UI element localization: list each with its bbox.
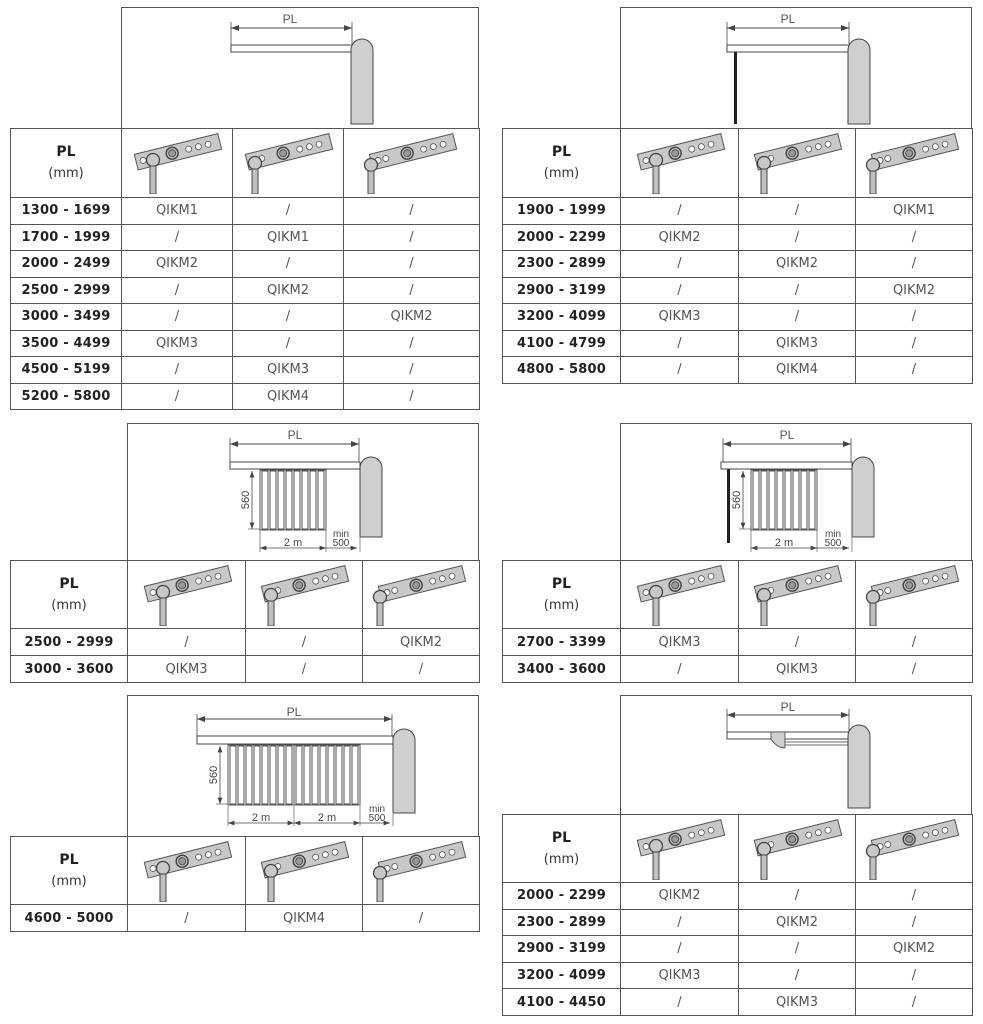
table-row: 4800 - 5800 / QIKM4 /	[503, 357, 973, 384]
header-row	[503, 129, 973, 198]
pl-header: PL (mm)	[11, 837, 128, 905]
bracket-position-1-icon	[122, 129, 233, 198]
svg-text:500: 500	[824, 538, 842, 549]
svg-text:min: min	[332, 529, 350, 540]
table-row: 3200 - 4099 QIKM3 / /	[503, 962, 973, 989]
bracket-position-3-icon	[344, 129, 480, 198]
bracket-position-3-icon	[363, 561, 480, 629]
header-row	[11, 561, 480, 629]
bracket-position-2-icon	[739, 815, 856, 883]
bracket-position-1-icon	[621, 815, 739, 883]
table-row: 3200 - 4099 QIKM3 / /	[503, 304, 973, 331]
table-row: 1900 - 1999 / / QIKM1	[503, 198, 973, 225]
compatibility-table-boom-basic	[10, 128, 480, 410]
table-row: 4100 - 4799 / QIKM3 /	[503, 330, 973, 357]
bracket-position-2-icon	[739, 561, 856, 629]
table-row: 2000 - 2499 QIKM2 / /	[11, 251, 480, 278]
table-row: 2900 - 3199 / / QIKM2	[503, 936, 973, 963]
svg-text:min: min	[824, 529, 842, 540]
compatibility-table-boom-skirt-2m-support	[502, 560, 973, 683]
svg-text:PL: PL	[287, 428, 303, 442]
table-row: 2500 - 2999 / QIKM2 /	[11, 277, 480, 304]
table-row: 1700 - 1999 / QIKM1 /	[11, 224, 480, 251]
table-row: 1300 - 1699 QIKM1 / /	[11, 198, 480, 225]
table-row: 2000 - 2299 QIKM2 / /	[503, 883, 973, 910]
diagram-boom-with-articulated-joint	[620, 695, 972, 815]
pl-header: PL (mm)	[11, 561, 128, 629]
barrier-diagram-icon	[621, 424, 973, 562]
bracket-position-3-icon	[856, 815, 973, 883]
bracket-position-2-icon	[233, 129, 344, 198]
compatibility-table-boom-skirt-2m	[10, 560, 480, 683]
compatibility-table-boom-articulated	[502, 814, 973, 1016]
diagram-boom-with-skirt-2m	[127, 423, 479, 561]
svg-text:500: 500	[368, 813, 386, 824]
svg-text:560: 560	[208, 765, 220, 785]
table-row: 2300 - 2899 / QIKM2 /	[503, 909, 973, 936]
svg-text:PL: PL	[780, 700, 796, 714]
bracket-position-2-icon	[739, 129, 856, 198]
table-row: 3000 - 3600 QIKM3 / /	[11, 656, 480, 683]
table-row: 5200 - 5800 / QIKM4 /	[11, 383, 480, 410]
table-row: 3500 - 4499 QIKM3 / /	[11, 330, 480, 357]
bracket-position-1-icon	[128, 561, 246, 629]
bracket-position-3-icon	[363, 837, 480, 905]
table-row: 2500 - 2999 / / QIKM2	[11, 629, 480, 656]
barrier-diagram-icon	[128, 424, 480, 562]
diagram-boom-with-skirt-2m-and-support	[620, 423, 972, 561]
table-row: 2700 - 3399 QIKM3 / /	[503, 629, 973, 656]
svg-text:PL: PL	[282, 12, 298, 26]
barrier-diagram-icon	[122, 8, 480, 130]
compatibility-table-boom-with-support	[502, 128, 973, 384]
barrier-diagram-icon	[621, 8, 973, 130]
svg-text:min: min	[368, 804, 386, 815]
svg-text:2 m: 2 m	[317, 812, 337, 824]
table-row: 2900 - 3199 / / QIKM2	[503, 277, 973, 304]
svg-text:PL: PL	[780, 12, 796, 26]
bracket-position-1-icon	[621, 129, 739, 198]
bracket-position-3-icon	[856, 129, 973, 198]
pl-header: PL (mm)	[11, 129, 122, 198]
table-row: 4600 - 5000 / QIKM4 /	[11, 905, 480, 932]
header-row	[11, 837, 480, 905]
svg-text:500: 500	[332, 538, 350, 549]
diagram-boom-with-support-post	[620, 7, 972, 129]
table-row: 4500 - 5199 / QIKM3 /	[11, 357, 480, 384]
svg-text:2 m: 2 m	[283, 537, 303, 549]
diagram-boom-only	[121, 7, 479, 129]
table-row: 3400 - 3600 / QIKM3 /	[503, 656, 973, 683]
svg-text:2 m: 2 m	[251, 812, 271, 824]
bracket-position-3-icon	[856, 561, 973, 629]
header-row	[503, 815, 973, 883]
diagram-boom-with-skirt-2x2m	[127, 695, 479, 837]
barrier-diagram-icon	[621, 696, 973, 816]
svg-text:PL: PL	[286, 705, 302, 719]
bracket-position-1-icon	[128, 837, 246, 905]
table-row: 3000 - 3499 / / QIKM2	[11, 304, 480, 331]
pl-header: PL (mm)	[503, 815, 621, 883]
svg-text:PL: PL	[779, 428, 795, 442]
pl-header: PL (mm)	[503, 129, 621, 198]
table-row: 2300 - 2899 / QIKM2 /	[503, 251, 973, 278]
barrier-diagram-icon	[128, 696, 480, 838]
compatibility-table-boom-skirt-4m	[10, 836, 480, 932]
bracket-position-1-icon	[621, 561, 739, 629]
table-row: 4100 - 4450 / QIKM3 /	[503, 989, 973, 1016]
bracket-position-2-icon	[246, 561, 363, 629]
svg-text:2 m: 2 m	[774, 537, 794, 549]
svg-text:560: 560	[731, 490, 743, 510]
header-row	[11, 129, 480, 198]
pl-header: PL (mm)	[503, 561, 621, 629]
bracket-position-2-icon	[246, 837, 363, 905]
header-row	[503, 561, 973, 629]
svg-text:560: 560	[240, 490, 252, 510]
table-row: 2000 - 2299 QIKM2 / /	[503, 224, 973, 251]
